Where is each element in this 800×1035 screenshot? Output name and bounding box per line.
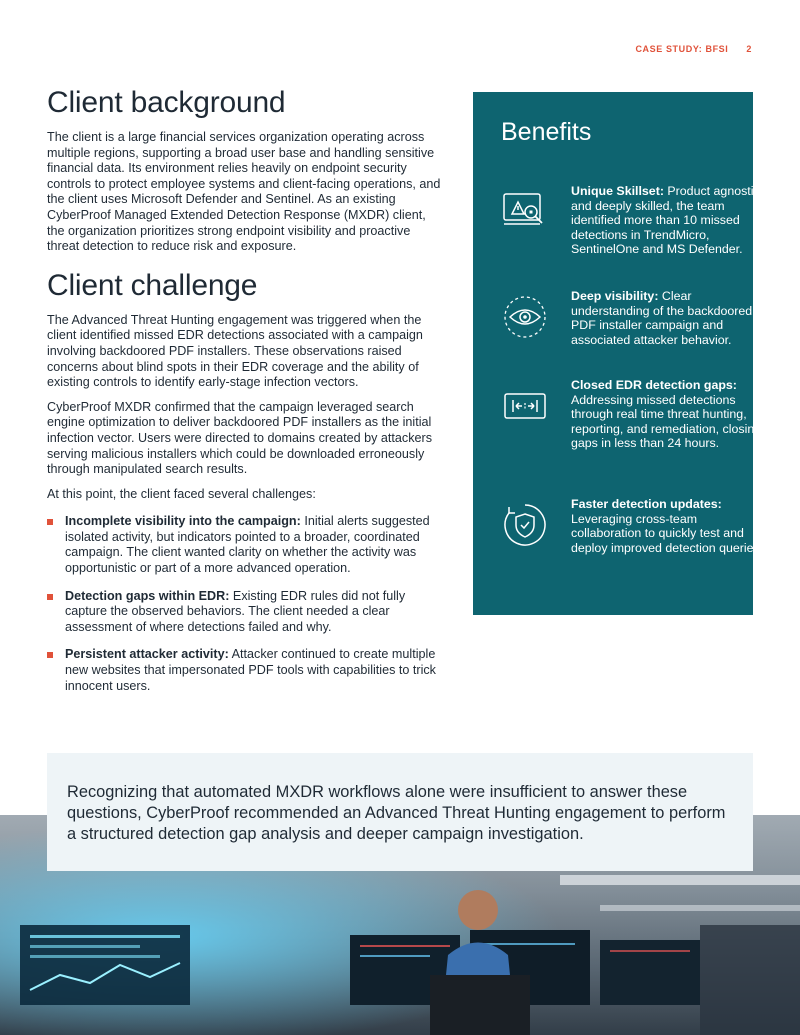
bullet-square: [47, 519, 53, 525]
callout-box: [47, 753, 753, 871]
list-item: [47, 647, 442, 694]
gap-arrows-icon: [501, 382, 549, 430]
left-column: [47, 86, 442, 706]
benefit-title: Faster detection updates:: [571, 497, 722, 511]
challenge-paragraph: At this point, the client faced several challenges:: [47, 486, 316, 501]
page-number: 2: [746, 44, 752, 54]
bullet-square: [47, 652, 53, 658]
client-background-body: The client is a large financial services organization operating across multiple regions, supporting a broad user base and handling sensitive financial data. Its environment relies heavily on endpoint security controls to protect employee systems and client-facing operations, and the client uses Microsoft Defender and Sentinel. As an existing CyberProof Managed Extended Detection Response (MXDR) client, the organization prioritizes strong endpoint visibility and proactive threat detection to reduce risk and exposure.: [47, 130, 441, 254]
benefit-text: [571, 289, 766, 347]
benefit-text: [571, 497, 766, 555]
benefit-title: Unique Skillset:: [571, 184, 664, 198]
bullet-title: Incomplete visibility into the campaign:: [65, 514, 301, 529]
page-header: [635, 44, 752, 54]
benefit-desc: Addressing missed detections through real time threat hunting, reporting, and remediation, closing gaps in less than 24 hours.: [571, 392, 762, 451]
benefit-desc: Clear understanding of the backdoored PDF installer campaign and associated attacker behavior.: [571, 289, 753, 347]
bullet-text: Existing EDR rules did not fully capture the observed behaviors. The client needed a clear assessment of where detections failed and why.: [65, 588, 406, 634]
benefit-text: [571, 184, 766, 257]
callout-text: Recognizing that automated MXDR workflows alone were insufficient to answer these questions, CyberProof recommended an Advanced Threat Hunting engagement to perform a structured detection gap analysis and deeper campaign investigation.: [67, 783, 726, 843]
list-item: [47, 514, 442, 576]
search-alert-icon: [501, 188, 549, 236]
case-study-label: CASE STUDY: BFSI: [635, 44, 729, 54]
benefits-title: Benefits: [501, 118, 592, 146]
challenge-list: [47, 514, 442, 694]
eye-icon: [501, 293, 549, 341]
challenge-paragraph: CyberProof MXDR confirmed that the campaign leveraged search engine optimization to deliver backdoored PDF installers as the initial infection vector. Users were directed to domains created by attackers serving malicious installers which could be downloaded erroneously through manipulated search results.: [47, 399, 432, 477]
client-challenge-title: Client challenge: [47, 268, 258, 302]
client-background-title: Client background: [47, 86, 286, 119]
benefit-desc: Product agnostic and deeply skilled, the team identified more than 10 missed detections in TrendMicro, SentinelOne and MS Defender.: [571, 184, 760, 257]
bullet-text: Attacker continued to create multiple new websites that impersonated PDF tools with capabilities to trick innocent users.: [65, 647, 436, 693]
bullet-title: Detection gaps within EDR:: [65, 588, 230, 603]
bullet-square: [47, 594, 53, 600]
shield-refresh-icon: [501, 501, 549, 549]
bullet-text: Initial alerts suggested isolated activity, but indicators pointed to a broader, coordinated campaign. The client wanted clarity on whether the activity was opportunistic or part of a more advanced operation.: [65, 514, 430, 576]
benefits-panel: [473, 92, 764, 615]
list-item: [47, 589, 442, 636]
benefit-title: Deep visibility:: [571, 289, 659, 303]
bullet-title: Persistent attacker activity:: [65, 647, 229, 662]
benefit-desc: Leveraging cross-team collaboration to quickly test and deploy improved detection queries.: [571, 511, 764, 555]
benefit-title: Closed EDR detection gaps:: [571, 378, 737, 392]
challenge-paragraph: The Advanced Threat Hunting engagement was triggered when the client identified missed EDR detections associated with a campaign involving backdoored PDF installers. These observations raised concerns about blind spots in their EDR coverage and the ability of existing controls to identify early-stage infection vectors.: [47, 312, 423, 390]
benefit-text: [571, 378, 766, 451]
